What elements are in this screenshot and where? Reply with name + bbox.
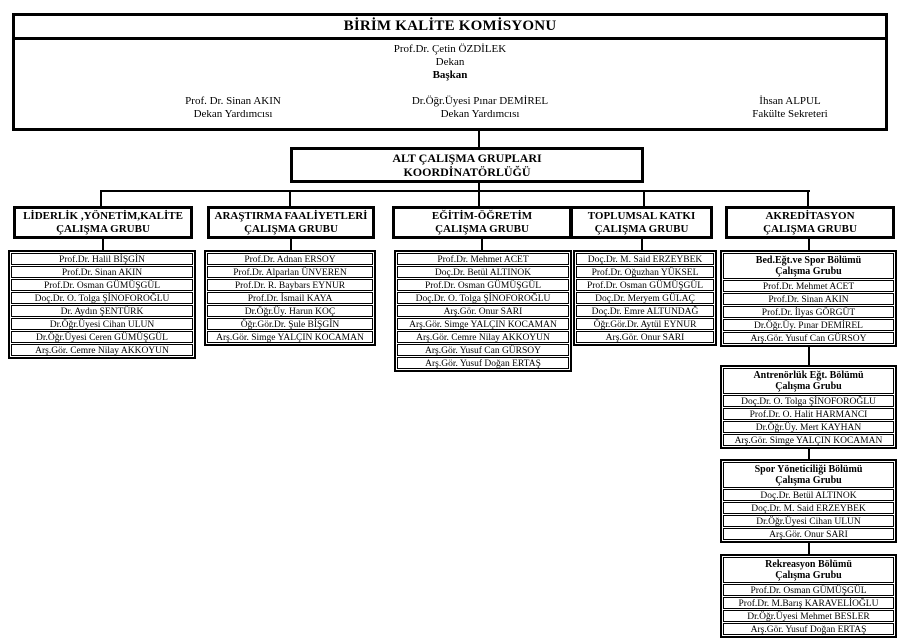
member-row: Dr.Öğr.Üy. Pınar DEMİREL — [723, 319, 894, 331]
member-row: Doç.Dr. O. Tolga ŞİNOFOROĞLU — [11, 292, 193, 304]
group-title-line1: EĞİTİM-ÖĞRETİM — [431, 210, 533, 222]
member-row: Prof.Dr. Osman GÜMÜŞGÜL — [397, 279, 569, 291]
group-header-liderlik — [13, 206, 193, 239]
member-list-liderlik — [8, 250, 196, 359]
member-row: Arş.Gör. Simge YALÇIN KOCAMAN — [397, 318, 569, 330]
subgroup-spor-yoneticiligi — [720, 459, 897, 543]
subgroup-title-line1: Bed.Eğt.ve Spor Bölümü — [755, 255, 862, 266]
member-row: Doç.Dr. O. Tolga ŞİNOFOROĞLU — [397, 292, 569, 304]
member-row: Arş.Gör. Yusuf Can GÜRSOY — [723, 332, 894, 344]
subgroup-title-line2: Çalışma Grubu — [775, 266, 842, 277]
subgroup-title-line1: Rekreasyon Bölümü — [765, 559, 852, 570]
member-row: Prof.Dr. Osman GÜMÜŞGÜL — [11, 279, 193, 291]
member-row: Doç.Dr. O. Tolga ŞİNOFOROĞLU — [723, 395, 894, 407]
member-row: Prof.Dr. Osman GÜMÜŞGÜL — [576, 279, 714, 291]
chair-name: Prof.Dr. Çetin ÖZDİLEK — [393, 43, 507, 55]
subgroup-bedegt-spor — [720, 250, 897, 347]
member-row: Arş.Gör. Yusuf Can GÜRSOY — [397, 344, 569, 356]
member-row: Prof.Dr. Sinan AKIN — [11, 266, 193, 278]
member-row: Arş.Gör. Cemre Nilay AKKOYUN — [397, 331, 569, 343]
member-row: Prof.Dr. Mehmet ACET — [397, 253, 569, 265]
member-row: Prof.Dr. R. Baybars EYNUR — [207, 279, 373, 291]
subgroup-rekreasyon — [720, 554, 897, 638]
deputy-role: Dekan Yardımcısı — [440, 108, 520, 120]
deputy-name: Dr.Öğr.Üyesi Pınar DEMİREL — [411, 95, 549, 107]
commission-box — [12, 13, 888, 131]
member-row: Arş.Gör. Onur SARI — [397, 305, 569, 317]
deputy-role: Fakülte Sekreteri — [752, 108, 828, 120]
member-row: Prof.Dr. İsmail KAYA — [207, 292, 373, 304]
commission-title: BİRİM KALİTE KOMİSYONU — [15, 16, 885, 40]
member-row: Dr.Öğr.Üy. Harun KOÇ — [207, 305, 373, 317]
member-row: Doç.Dr. M. Said ERZEYBEK — [723, 502, 894, 514]
group-title-line2: ÇALIŞMA GRUBU — [244, 223, 338, 235]
member-row: Öğr.Gör.Dr. Şule BİŞGİN — [207, 318, 373, 330]
coordinator-box — [290, 147, 644, 183]
member-row: Prof.Dr. Halil BİŞGİN — [11, 253, 193, 265]
subgroup-antrenorluk — [720, 365, 897, 449]
member-list-arastirma — [204, 250, 376, 346]
member-row: Prof.Dr. M.Barış KARAVELİOĞLU — [723, 597, 894, 609]
member-row: Prof.Dr. Adnan ERSOY — [207, 253, 373, 265]
member-row: Arş.Gör. Onur SARI — [576, 331, 714, 343]
member-row: Prof.Dr. O. Halit HARMANCI — [723, 408, 894, 420]
group-title-line1: TOPLUMSAL KATKI — [587, 210, 696, 222]
member-row: Arş.Gör. Cemre Nilay AKKOYUN — [11, 344, 193, 356]
member-row: Dr.Öğr.Üyesi Cihan ULUN — [723, 515, 894, 527]
member-row: Arş.Gör. Simge YALÇIN KOCAMAN — [723, 434, 894, 446]
member-list-toplumsal — [573, 250, 717, 346]
subgroup-title — [723, 253, 894, 279]
subgroup-title-line2: Çalışma Grubu — [775, 570, 842, 581]
member-row: Doç.Dr. Betül ALTINOK — [723, 489, 894, 501]
member-row: Doç.Dr. M. Said ERZEYBEK — [576, 253, 714, 265]
group-title-line1: ARAŞTIRMA FAALİYETLERİ — [214, 210, 368, 222]
member-row: Prof.Dr. Alparlan ÜNVEREN — [207, 266, 373, 278]
deputy-role: Dekan Yardımcısı — [193, 108, 273, 120]
member-row: Dr.Öğr.Üyesi Cihan ULUN — [11, 318, 193, 330]
subgroup-title — [723, 462, 894, 488]
deputy-block — [370, 95, 590, 121]
subgroup-title-line2: Çalışma Grubu — [775, 381, 842, 392]
chair-role-secondary: Başkan — [432, 69, 468, 81]
chair-block — [15, 43, 885, 82]
subgroup-title — [723, 368, 894, 394]
group-header-egitim — [392, 206, 572, 239]
group-title-line1: LİDERLİK ,YÖNETİM,KALİTE — [23, 210, 183, 222]
group-title-line2: ÇALIŞMA GRUBU — [435, 223, 529, 235]
member-row: Doç.Dr. Emre ALTUNDAĞ — [576, 305, 714, 317]
deputy-name: Prof. Dr. Sinan AKIN — [185, 95, 281, 107]
member-row: Prof.Dr. Osman GÜMÜŞGÜL — [723, 584, 894, 596]
chair-role: Dekan — [435, 56, 465, 68]
connector-line — [100, 190, 810, 192]
group-header-arastirma — [207, 206, 375, 239]
member-row: Dr.Öğr.Üyesi Ceren GÜMÜŞGÜL — [11, 331, 193, 343]
group-title-line2: ÇALIŞMA GRUBU — [56, 223, 150, 235]
deputy-block — [133, 95, 333, 121]
member-row: Dr.Öğr.Üy. Mert KAYHAN — [723, 421, 894, 433]
member-list-egitim — [394, 250, 572, 372]
subgroup-title-line2: Çalışma Grubu — [775, 475, 842, 486]
member-row: Arş.Gör. Simge YALÇIN KOCAMAN — [207, 331, 373, 343]
subgroup-title-line1: Spor Yöneticiliği Bölümü — [754, 464, 863, 475]
member-row: Doç.Dr. Meryem GÜLAÇ — [576, 292, 714, 304]
coordinator-title-line2: KOORDİNATÖRLÜĞÜ — [403, 165, 531, 179]
subgroup-title-line1: Antrenörlük Eğt. Bölümü — [753, 370, 864, 381]
member-row: Dr.Öğr.Üyesi Mehmet BESLER — [723, 610, 894, 622]
deputy-name: İhsan ALPUL — [759, 95, 821, 107]
member-row: Prof.Dr. İlyas GÖRGÜT — [723, 306, 894, 318]
member-row: Arş.Gör. Yusuf Doğan ERTAŞ — [397, 357, 569, 369]
member-row: Prof.Dr. Sinan AKIN — [723, 293, 894, 305]
coordinator-title-line1: ALT ÇALIŞMA GRUPLARI — [392, 151, 542, 165]
deputy-block — [690, 95, 890, 121]
member-row: Arş.Gör. Onur SARI — [723, 528, 894, 540]
member-row: Arş.Gör. Yusuf Doğan ERTAŞ — [723, 623, 894, 635]
group-title-line1: AKREDİTASYON — [765, 210, 855, 222]
member-row: Prof.Dr. Mehmet ACET — [723, 280, 894, 292]
group-header-akreditasyon — [725, 206, 895, 239]
group-header-toplumsal — [570, 206, 713, 239]
group-title-line2: ÇALIŞMA GRUBU — [763, 223, 857, 235]
subgroup-title — [723, 557, 894, 583]
member-row: Dr. Aydın ŞENTÜRK — [11, 305, 193, 317]
group-title-line2: ÇALIŞMA GRUBU — [594, 223, 689, 235]
member-row: Prof.Dr. Oğuzhan YÜKSEL — [576, 266, 714, 278]
member-row: Öğr.Gör.Dr. Aytül EYNUR — [576, 318, 714, 330]
member-row: Doç.Dr. Betül ALTINOK — [397, 266, 569, 278]
